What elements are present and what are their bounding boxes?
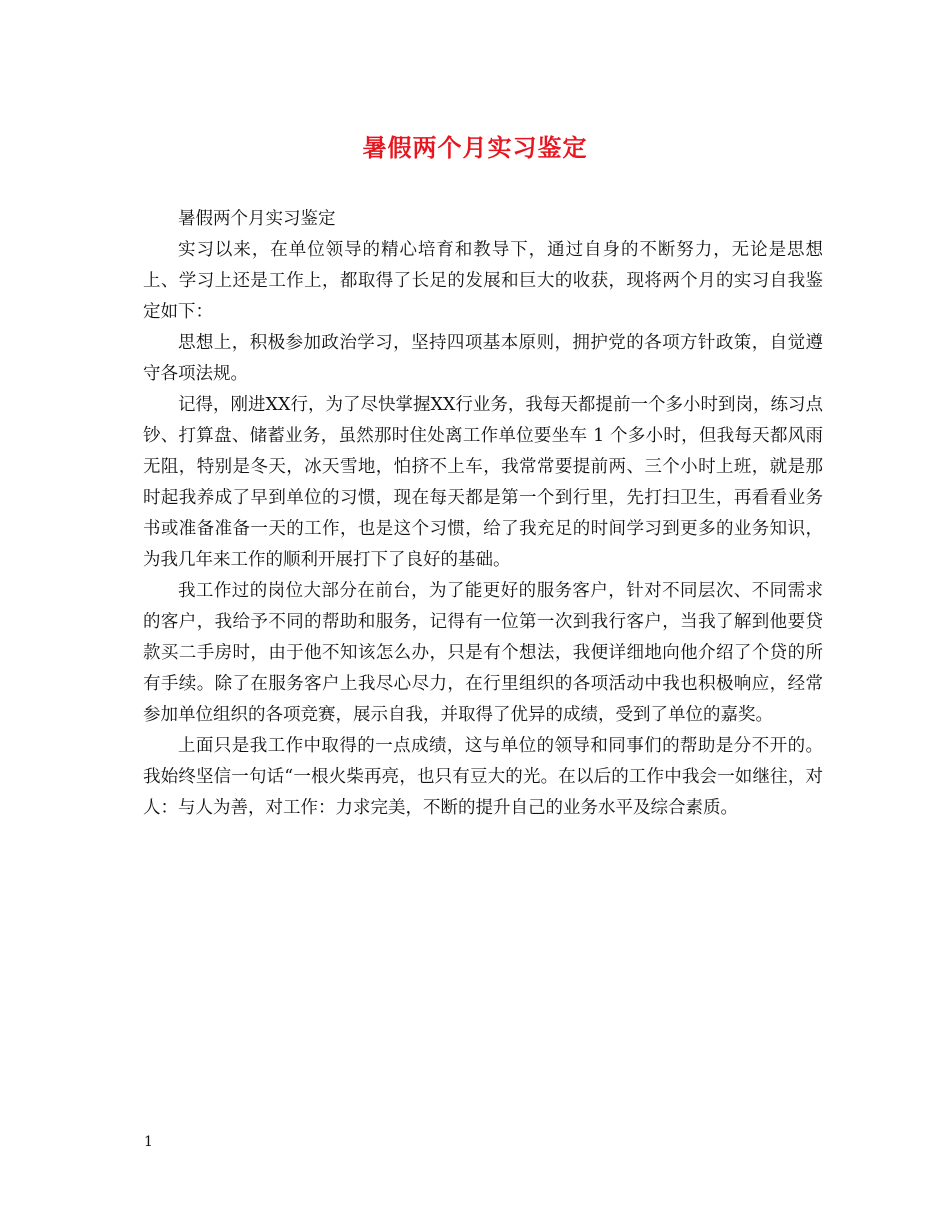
paragraph-memory: 记得，刚进XX行，为了尽快掌握XX行业务，我每天都提前一个多小时到岗，练习点钞、打算盘、储蓄业务，虽然那时住处离工作单位要坐车 1 个多小时，但我每天都风雨无阻，特别是冬天，冰天雪地，怕挤不上车，我常常要提前两、三个小时上班，就是那时起我养成了早到单位的习惯，现在每天都是第一个到行里，先打扫卫生，再看看业务书或准备准备一天的工作，也是这个习惯，给了我充足的时间学习到更多的业务知识，为我几年来工作的顺利开展打下了良好的基础。 <box>143 395 823 570</box>
paragraph-thought: 思想上，积极参加政治学习，坚持四项基本原则，拥护党的各项方针政策，自觉遵守各项法规。 <box>143 333 823 384</box>
paragraph-intro: 实习以来，在单位领导的精心培育和教导下，通过自身的不断努力，无论是思想上、学习上还是工作上，都取得了长足的发展和巨大的收获，现将两个月的实习自我鉴定如下： <box>143 240 823 322</box>
document-title: 暑假两个月实习鉴定 <box>362 133 588 162</box>
page-number: 1 <box>144 1134 153 1150</box>
paragraph-service: 我工作过的岗位大部分在前台，为了能更好的服务客户，针对不同层次、不同需求的客户，我给予不同的帮助和服务，记得有一位第一次到我行客户，当我了解到他要贷款买二手房时，由于他不知该怎么办，只是有个想法，我便详细地向他介绍了个贷的所有手续。除了在服务客户上我尽心尽力，在行里组织的各项活动中我也积极响应，经常参加单位组织的各项竞赛，展示自我，并取得了优异的成绩，受到了单位的嘉奖。 <box>143 581 823 725</box>
document-body <box>143 204 823 824</box>
paragraph-conclusion: 上面只是我工作中取得的一点成绩，这与单位的领导和同事们的帮助是分不开的。我始终坚信一句话“一根火柴再亮，也只有豆大的光。在以后的工作中我会一如继往，对人：与人为善，对工作：力求完美，不断的提升自己的业务水平及综合素质。 <box>143 736 823 818</box>
paragraph-heading: 暑假两个月实习鉴定 <box>178 209 336 229</box>
